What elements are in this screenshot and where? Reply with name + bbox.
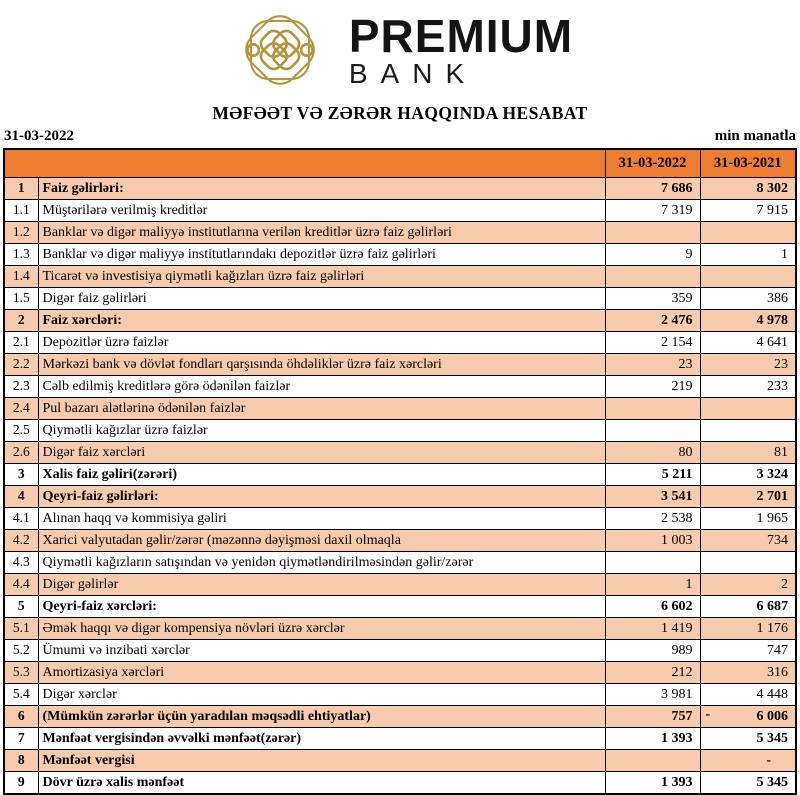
row-number-cell: 4.1 xyxy=(4,508,38,530)
table-row xyxy=(4,288,796,310)
table-row xyxy=(4,310,796,332)
value-2021-cell: 81 xyxy=(700,442,796,464)
row-label-cell: Faiz gəlirləri: xyxy=(38,178,605,200)
table-row xyxy=(4,684,796,706)
value-2022-cell: 3 541 xyxy=(605,486,700,508)
row-label-cell: Pul bazarı alətlərinə ödənilən faizlər xyxy=(38,398,605,420)
value-2022-cell xyxy=(605,750,700,772)
value-2022-cell: 1 419 xyxy=(605,618,700,640)
table-row xyxy=(4,530,796,552)
row-label-cell: Əmək haqqı və digər kompensiya növləri üzrə xərclər xyxy=(38,618,605,640)
row-label-cell: Digər faiz xərcləri xyxy=(38,442,605,464)
table-row xyxy=(4,750,796,772)
value-2021-cell: 5 345 xyxy=(700,728,796,750)
table-row xyxy=(4,596,796,618)
table-row xyxy=(4,398,796,420)
value-2021-cell: 4 641 xyxy=(700,332,796,354)
row-label-cell: Mənfəət vergisi xyxy=(38,750,605,772)
row-number-cell: 7 xyxy=(4,728,38,750)
value-2022-cell: 1 xyxy=(605,574,700,596)
row-number-cell: 6 xyxy=(4,706,38,728)
report-meta xyxy=(0,128,800,145)
value-2021-cell: 4 448 xyxy=(700,684,796,706)
row-label-cell: Banklar və digər maliyyə institutlarındakı depozitlər üzrə faiz gəlirləri xyxy=(38,244,605,266)
row-label-cell: Amortizasiya xərcləri xyxy=(38,662,605,684)
value-2021-cell: 386 xyxy=(700,288,796,310)
value-2022-cell: 2 476 xyxy=(605,310,700,332)
table-row xyxy=(4,618,796,640)
value-2022-cell: 212 xyxy=(605,662,700,684)
row-label-cell: Digər gəlirlər xyxy=(38,574,605,596)
row-number-cell: 4.2 xyxy=(4,530,38,552)
value-2022-cell: 359 xyxy=(605,288,700,310)
value-2021-cell: 316 xyxy=(700,662,796,684)
row-label-cell: Qeyri-faiz xərcləri: xyxy=(38,596,605,618)
row-label-cell: Depozitlər üzrə faizlər xyxy=(38,332,605,354)
report-unit: min manatla xyxy=(714,128,796,144)
negative-sign: - xyxy=(705,707,711,722)
row-number-cell: 4.3 xyxy=(4,552,38,574)
value-2021-cell xyxy=(700,222,796,244)
row-label-cell: Cəlb edilmiş kreditlərə görə ödənilən faizlər xyxy=(38,376,605,398)
value-2021-cell: 2 701 xyxy=(700,486,796,508)
value-2021-cell: 1 176 xyxy=(700,618,796,640)
value-2022-cell xyxy=(605,398,700,420)
row-number-cell: 2.6 xyxy=(4,442,38,464)
row-number-cell: 2.3 xyxy=(4,376,38,398)
row-label-cell: Qeyri-faiz gəlirləri: xyxy=(38,486,605,508)
value-2021-cell: 233 xyxy=(700,376,796,398)
row-number-cell: 1.1 xyxy=(4,200,38,222)
value-2021-cell: 4 978 xyxy=(700,310,796,332)
value-2022-cell: 1 003 xyxy=(605,530,700,552)
table-row xyxy=(4,508,796,530)
row-number-cell: 5.1 xyxy=(4,618,38,640)
value-2022-cell: 1 393 xyxy=(605,772,700,795)
value-2021-cell: 6 687 xyxy=(700,596,796,618)
row-number-cell: 2.5 xyxy=(4,420,38,442)
value-2021-cell: 8 302 xyxy=(700,178,796,200)
row-label-cell: Banklar və digər maliyyə institutlarına verilən kreditlər üzrə faiz gəlirləri xyxy=(38,222,605,244)
value-2022-cell: 6 602 xyxy=(605,596,700,618)
value-2021-cell xyxy=(700,552,796,574)
value-2021-cell: 3 324 xyxy=(700,464,796,486)
value-2022-cell: 9 xyxy=(605,244,700,266)
table-row xyxy=(4,332,796,354)
value-2022-cell: 7 319 xyxy=(605,200,700,222)
value-2021-cell: - 6 006 xyxy=(700,706,796,728)
bank-logo xyxy=(0,0,800,96)
value-2022-cell: 23 xyxy=(605,354,700,376)
header-col-2021: 31-03-2021 xyxy=(700,149,796,178)
value-2022-cell: 989 xyxy=(605,640,700,662)
value-2021-cell: 734 xyxy=(700,530,796,552)
table-row xyxy=(4,266,796,288)
row-label-cell: Ümumi və inzibati xərclər xyxy=(38,640,605,662)
row-number-cell: 5.2 xyxy=(4,640,38,662)
row-label-cell: Mənfəət vergisindən əvvəlki mənfəət(zərər) xyxy=(38,728,605,750)
table-header-row xyxy=(4,149,796,178)
table-row xyxy=(4,486,796,508)
table-row xyxy=(4,200,796,222)
value-2022-cell: 3 981 xyxy=(605,684,700,706)
value-2021-cell: 2 xyxy=(700,574,796,596)
row-number-cell: 2.4 xyxy=(4,398,38,420)
row-number-cell: 1 xyxy=(4,178,38,200)
table-row xyxy=(4,222,796,244)
value-2022-cell: 7 686 xyxy=(605,178,700,200)
row-label-cell: (Mümkün zərərlər üçün yaradılan məqsədli ehtiyatlar) xyxy=(38,706,605,728)
value-2022-cell: 757 xyxy=(605,706,700,728)
row-number-cell: 5.3 xyxy=(4,662,38,684)
table-row xyxy=(4,662,796,684)
row-label-cell: Müştərilərə verilmiş kreditlər xyxy=(38,200,605,222)
value-2022-cell: 5 211 xyxy=(605,464,700,486)
value-2021-cell xyxy=(700,420,796,442)
table-row xyxy=(4,420,796,442)
row-number-cell: 4 xyxy=(4,486,38,508)
row-label-cell: Digər xərclər xyxy=(38,684,605,706)
row-number-cell: 2 xyxy=(4,310,38,332)
row-label-cell: Faiz xərcləri: xyxy=(38,310,605,332)
value-2022-cell xyxy=(605,552,700,574)
row-label-cell: Qiymətli kağızlar üzrə faizlər xyxy=(38,420,605,442)
value-2021-cell: 1 xyxy=(700,244,796,266)
value-2021-cell: - xyxy=(700,750,796,772)
row-label-cell: Xalis faiz gəliri(zərəri) xyxy=(38,464,605,486)
row-number-cell: 2.2 xyxy=(4,354,38,376)
row-label-cell: Qiymətli kağızların satışından və yenidən qiymətləndirilməsindən gəlir/zərər xyxy=(38,552,605,574)
value-2022-cell xyxy=(605,266,700,288)
table-row xyxy=(4,464,796,486)
value-2021-cell: 7 915 xyxy=(700,200,796,222)
table-row xyxy=(4,772,796,795)
row-number-cell: 5 xyxy=(4,596,38,618)
value-2022-cell: 219 xyxy=(605,376,700,398)
row-label-cell: Alınan haqq və kommisiya gəliri xyxy=(38,508,605,530)
row-number-cell: 2.1 xyxy=(4,332,38,354)
profit-loss-table xyxy=(3,148,797,795)
table-row xyxy=(4,244,796,266)
value-2022-cell: 2 538 xyxy=(605,508,700,530)
header-col-2022: 31-03-2022 xyxy=(605,149,700,178)
table-row xyxy=(4,574,796,596)
value-2022-cell xyxy=(605,420,700,442)
row-number-cell: 1.4 xyxy=(4,266,38,288)
gold-knot-emblem-icon xyxy=(227,6,333,94)
value-2022-cell: 1 393 xyxy=(605,728,700,750)
row-label-cell: Xarici valyutadan gəlir/zərər (məzənnə dəyişməsi daxil olmaqla xyxy=(38,530,605,552)
row-label-cell: Mərkəzi bank və dövlət fondları qarşısında öhdəliklər üzrə faiz xərcləri xyxy=(38,354,605,376)
row-number-cell: 4.4 xyxy=(4,574,38,596)
value-2022-cell: 80 xyxy=(605,442,700,464)
table-row xyxy=(4,178,796,200)
report-title: MƏFƏƏT VƏ ZƏRƏR HAQQINDA HESABAT xyxy=(212,103,588,123)
table-row xyxy=(4,706,796,728)
row-number-cell: 1.2 xyxy=(4,222,38,244)
value-2022-cell: 2 154 xyxy=(605,332,700,354)
value-2021-cell: 5 345 xyxy=(700,772,796,795)
brand-subname: BANK xyxy=(348,57,478,89)
table-row xyxy=(4,354,796,376)
table-row xyxy=(4,640,796,662)
value-2021-cell: 23 xyxy=(700,354,796,376)
table-row xyxy=(4,376,796,398)
row-number-cell: 5.4 xyxy=(4,684,38,706)
row-number-cell: 1.3 xyxy=(4,244,38,266)
row-number-cell: 1.5 xyxy=(4,288,38,310)
table-row xyxy=(4,552,796,574)
value-2021-cell xyxy=(700,266,796,288)
header-empty-cell xyxy=(4,149,605,178)
row-label-cell: Dövr üzrə xalis mənfəət xyxy=(38,772,605,795)
row-label-cell: Ticarət və investisiya qiymətli kağızları üzrə faiz gəlirləri xyxy=(38,266,605,288)
report-date: 31-03-2022 xyxy=(4,128,74,144)
row-label-cell: Digər faiz gəlirləri xyxy=(38,288,605,310)
row-number-cell: 9 xyxy=(4,772,38,795)
value-2021-cell: 1 965 xyxy=(700,508,796,530)
value-2021-cell xyxy=(700,398,796,420)
table-row xyxy=(4,728,796,750)
row-number-cell: 8 xyxy=(4,750,38,772)
table-row xyxy=(4,442,796,464)
value-2022-cell xyxy=(605,222,700,244)
row-number-cell: 3 xyxy=(4,464,38,486)
brand-name: PREMIUM xyxy=(348,9,574,62)
value-2021-cell: 747 xyxy=(700,640,796,662)
